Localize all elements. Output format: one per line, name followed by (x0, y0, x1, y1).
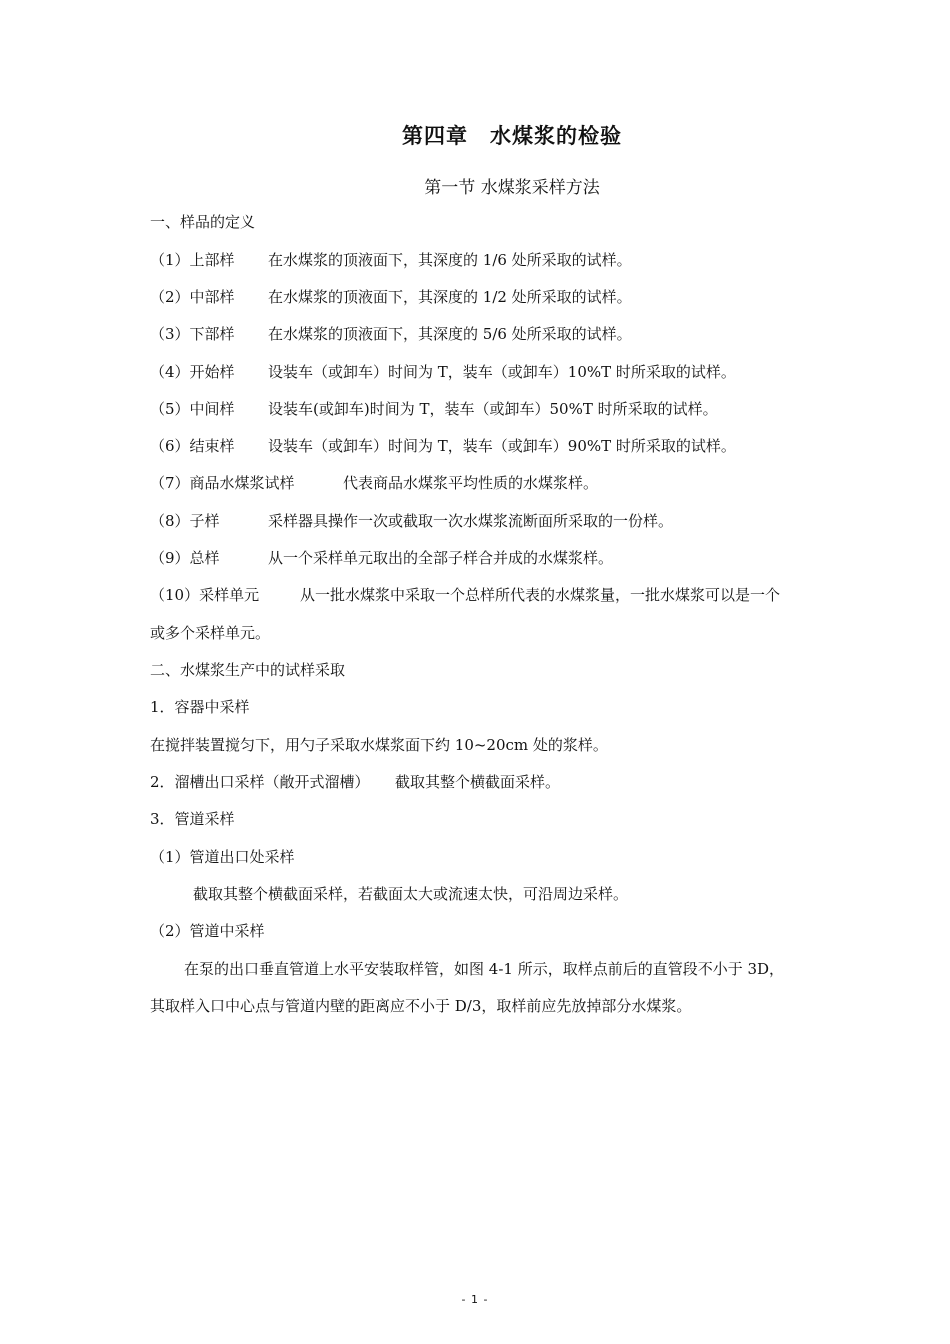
paragraph-line: 在泵的出口垂直管道上水平安装取样管，如图 4-1 所示，取样点前后的直管段不小于 3D， (184, 960, 785, 978)
definition-text: 代表商品水煤浆平均性质的水煤浆样。 (343, 474, 599, 492)
definition-label: （6）结束样 (150, 437, 235, 455)
subsection-text: 截取其整个横截面采样。 (395, 773, 561, 791)
section-title: 第一节 水煤浆采样方法 (424, 178, 600, 198)
definition-item (150, 436, 736, 456)
part2-heading: 二、水煤浆生产中的试样采取 (150, 661, 346, 679)
definition-label: （1）上部样 (150, 251, 235, 269)
paragraph: 在搅拌装置搅匀下，用勺子采取水煤浆面下约 10~20cm 处的浆样。 (150, 736, 608, 754)
definition-label: （9）总样 (150, 549, 220, 567)
subsection-heading: 1．容器中采样 (150, 698, 250, 716)
subsection-heading: 3．管道采样 (150, 810, 235, 828)
paragraph: 截取其整个横截面采样，若截面太大或流速太快，可沿周边采样。 (193, 885, 629, 903)
chapter-title: 第四章 水煤浆的检验 (402, 124, 622, 148)
definition-text: 在水煤浆的顶液面下，其深度的 5/6 处所采取的试样。 (268, 325, 632, 343)
definition-text: 采样器具操作一次或截取一次水煤浆流断面所采取的一份样。 (268, 512, 674, 530)
paragraph-line: 其取样入口中心点与管道内壁的距离应不小于 D/3，取样前应先放掉部分水煤浆。 (150, 997, 692, 1015)
definition-label: （8）子样 (150, 512, 220, 530)
definition-text: 在水煤浆的顶液面下，其深度的 1/6 处所采取的试样。 (268, 251, 632, 269)
definition-item (150, 473, 598, 493)
subsection-line (150, 772, 560, 792)
sub-subsection-heading: （1）管道出口处采样 (150, 848, 295, 866)
definition-label: （5）中间样 (150, 400, 235, 418)
definition-text: 设装车(或卸车)时间为 T，装车（或卸车）50%T 时所采取的试样。 (268, 400, 718, 418)
definition-item (150, 250, 632, 270)
definition-item (150, 324, 632, 344)
definition-item (150, 585, 780, 605)
definition-label: （3）下部样 (150, 325, 235, 343)
sub-subsection-heading: （2）管道中采样 (150, 922, 265, 940)
definition-label: （7）商品水煤浆试样 (150, 474, 295, 492)
definition-text: 设装车（或卸车）时间为 T，装车（或卸车）10%T 时所采取的试样。 (268, 363, 736, 381)
definition-item (150, 287, 632, 307)
definition-item (150, 362, 736, 382)
part1-heading: 一、样品的定义 (150, 213, 256, 231)
definition-item (150, 548, 613, 568)
definition-item (150, 511, 673, 531)
definition-text: 设装车（或卸车）时间为 T，装车（或卸车）90%T 时所采取的试样。 (268, 437, 736, 455)
definition-text: 从一个采样单元取出的全部子样合并成的水煤浆样。 (268, 549, 614, 567)
definition-text: 在水煤浆的顶液面下，其深度的 1/2 处所采取的试样。 (268, 288, 632, 306)
definition-text: 从一批水煤浆中采取一个总样所代表的水煤浆量，一批水煤浆可以是一个 (300, 586, 781, 604)
definition-label: （4）开始样 (150, 363, 235, 381)
definition-label: （10）采样单元 (150, 586, 260, 604)
definition-continuation: 或多个采样单元。 (150, 624, 271, 642)
definition-item (150, 399, 718, 419)
definition-label: （2）中部样 (150, 288, 235, 306)
page-number: - 1 - (461, 1293, 489, 1306)
subsection-label: 2．溜槽出口采样（敞开式溜槽） (150, 773, 370, 791)
